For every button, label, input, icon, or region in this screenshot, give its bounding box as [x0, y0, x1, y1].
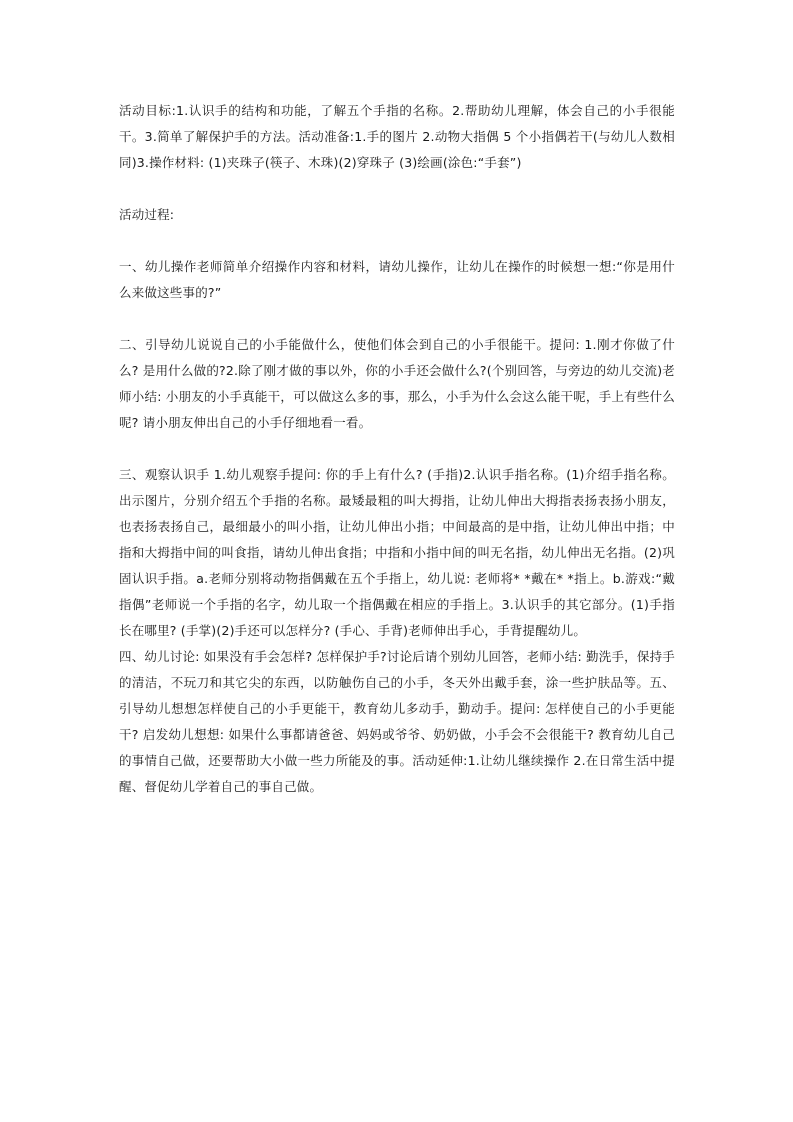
paragraph-spacer — [119, 176, 675, 202]
paragraph-spacer — [119, 436, 675, 462]
paragraph-activity-process-heading: 活动过程: — [119, 207, 175, 222]
paragraph-step-two: 二、引导幼儿说说自己的小手能做什么，使他们体会到自己的小手很能干。提问: 1.刚才你做了什么? 是用什么做的?2.除了刚才做的事以外，你的小手还会做什么?(个别回答，与旁边的幼儿交流)老师小结: 小朋友的小手真能干，可以做这么多的事，那么，小手为什么会这么能干呢，手上有些什么呢? 请小朋友伸出自己的小手仔细地看一看。 — [119, 337, 675, 430]
document-body — [119, 98, 675, 800]
paragraph-spacer — [119, 306, 675, 332]
paragraph-step-four-five: 四、幼儿讨论: 如果没有手会怎样? 怎样保护手?讨论后请个别幼儿回答，老师小结: 勤洗手，保持手的清洁，不玩刀和其它尖的东西，以防触伤自己的小手，冬天外出戴手套，涂一些护肤品等。五、引导幼儿想想怎样使自己的小手更能干，教育幼儿多动手，勤动手。提问: 怎样使自己的小手更能干? 启发幼儿想想: 如果什么事都请爸爸、妈妈或爷爷、奶奶做，小手会不会很能干? 教育幼儿自己的事情自己做，还要帮助大小做一些力所能及的事。活动延伸:1.让幼儿继续操作 2.在日常生活中提醒、督促幼儿学着自己的事自己做。 — [119, 649, 675, 794]
paragraph-spacer — [119, 228, 675, 254]
paragraph-step-three: 三、观察认识手 1.幼儿观察手提问: 你的手上有什么? (手指)2.认识手指名称。(1)介绍手指名称。出示图片，分别介绍五个手指的名称。最矮最粗的叫大拇指，让幼儿伸出大拇指表扬表扬小朋友，也表扬表扬自己，最细最小的叫小指，让幼儿伸出小指；中间最高的是中指，让幼儿伸出中指；中指和大拇指中间的叫食指，请幼儿伸出食指；中指和小指中间的叫无名指，幼儿伸出无名指。(2)巩固认识手指。a.老师分别将动物指偶戴在五个手指上，幼儿说: 老师将* *戴在* *指上。b.游戏:“戴指偶”老师说一个手指的名字，幼儿取一个指偶戴在相应的手指上。3.认识手的其它部分。(1)手指长在哪里? (手掌)(2)手还可以怎样分? (手心、手背)老师伸出手心，手背提醒幼儿。 — [119, 467, 675, 638]
paragraph-step-one: 一、幼儿操作老师简单介绍操作内容和材料，请幼儿操作，让幼儿在操作的时候想一想:“你是用什么来做这些事的?” — [119, 259, 675, 300]
paragraph-activity-goals: 活动目标:1.认识手的结构和功能，了解五个手指的名称。2.帮助幼儿理解，体会自己的小手很能干。3.简单了解保护手的方法。活动准备:1.手的图片 2.动物大指偶 5 个小指偶若干(与幼儿人数相同)3.操作材料: (1)夹珠子(筷子、木珠)(2)穿珠子 (3)绘画(涂色:“手套”) — [119, 103, 675, 170]
